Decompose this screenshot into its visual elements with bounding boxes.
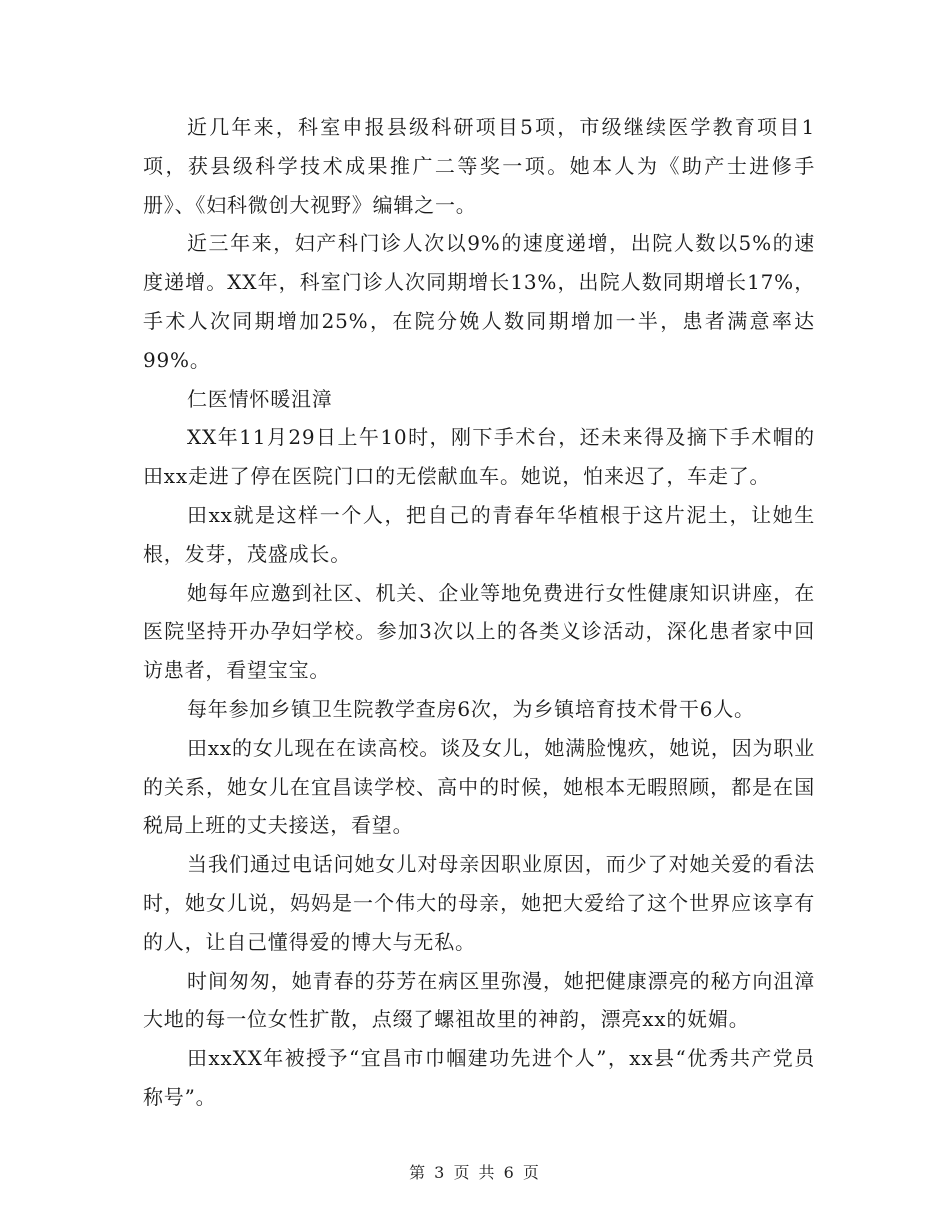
- section-heading: 仁医情怀暖沮漳: [187, 386, 333, 411]
- paragraph-research-projects: 近几年来，科室申报县级科研项目5项，市级继续医学教育项目1项，获县级科学技术成果推广二等奖一项。她本人为《助产士进修手册》、《妇科微创大视野》编辑之一。: [143, 115, 815, 217]
- paragraph-time-passes: 时间匆匆，她青春的芬芳在病区里弥漫，她把健康漂亮的秘方向沮漳大地的每一位女性扩散，点缀了螺祖故里的神韵，漂亮xx的妩媚。: [143, 968, 815, 1032]
- paragraph-blood-donation: XX年11月29日上午10时，刚下手术台，还未来得及摘下手术帽的田xx走进了停在医院门口的无偿献血车。她说，怕来迟了，车走了。: [143, 425, 815, 489]
- paragraph-daughter: 田xx的女儿现在在读高校。谈及女儿，她满脸愧疚，她说，因为职业的关系，她女儿在宜昌读学校、高中的时候，她根本无暇照顾，都是在国税局上班的丈夫接送，看望。: [143, 735, 815, 838]
- paragraph-growth-statistics: 近三年来，妇产科门诊人次以9%的速度递增，出院人数以5%的速度递增。XX年，科室门诊人次同期增长13%，出院人数同期增长17%，手术人次同期增加25%，在院分娩人数同期增加一半，患者满意率达99%。: [143, 231, 815, 372]
- page-number: 第 3 页 共 6 页: [409, 1163, 541, 1182]
- paragraph-phone-interview: 当我们通过电话问她女儿对母亲因职业原因，而少了对她关爱的看法时，她女儿说，妈妈是一个伟大的母亲，她把大爱给了这个世界应该享有的人，让自己懂得爱的博大与无私。: [143, 852, 815, 954]
- paragraph-health-lectures: 她每年应邀到社区、机关、企业等地免费进行女性健康知识讲座，在医院坚持开办孕妇学校。参加3次以上的各类义诊活动，深化患者家中回访患者，看望宝宝。: [143, 580, 815, 683]
- paragraph-dedication: 田xx就是这样一个人，把自己的青春年华植根于这片泥土，让她生根，发芽，茂盛成长。: [143, 502, 815, 566]
- paragraph-training: 每年参加乡镇卫生院教学查房6次，为乡镇培育技术骨干6人。: [187, 696, 755, 721]
- paragraph-awards: 田xxXX年被授予“宜昌市巾帼建功先进个人”，xx县“优秀共产党员称号”。: [143, 1046, 815, 1109]
- document-body: [143, 108, 815, 1117]
